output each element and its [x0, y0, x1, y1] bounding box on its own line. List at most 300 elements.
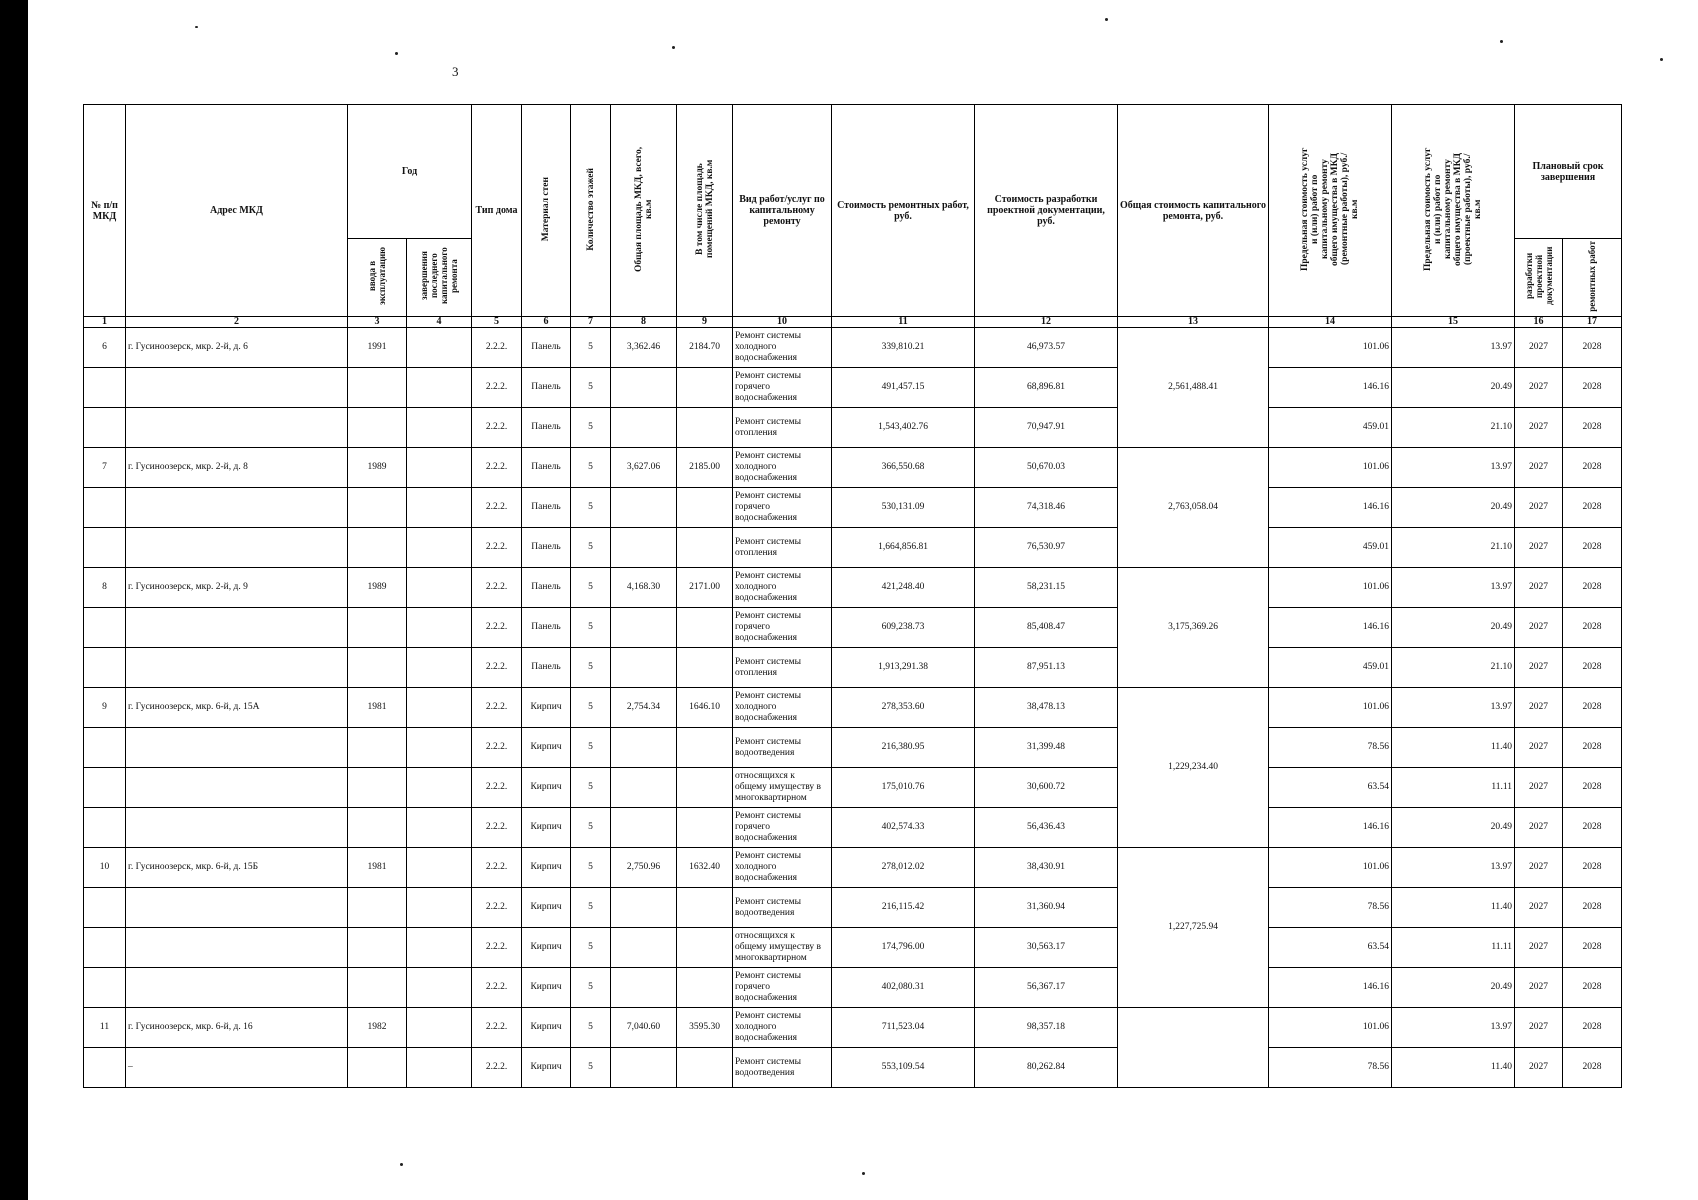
cell-work-type: Ремонт системы горячего водоснабжения [733, 368, 832, 408]
cell-work-type: Ремонт системы горячего водоснабжения [733, 488, 832, 528]
cell-total-area: 3,362.46 [611, 328, 677, 368]
cell-house-type: 2.2.2. [472, 368, 522, 408]
cell-deadline-design: 2027 [1515, 408, 1563, 448]
cell-deadline-design: 2027 [1515, 368, 1563, 408]
cell-floors: 5 [571, 768, 611, 808]
cell-address [126, 808, 348, 848]
column-number: 10 [733, 317, 832, 328]
cell-num [84, 808, 126, 848]
cell-material: Панель [522, 368, 571, 408]
scan-speck [672, 46, 675, 49]
cell-address [126, 728, 348, 768]
cell-deadline-design: 2027 [1515, 968, 1563, 1008]
cell-deadline-repair: 2028 [1563, 808, 1622, 848]
column-number: 9 [677, 317, 733, 328]
cell-total-cost: 1,227,725.94 [1118, 848, 1269, 1008]
cell-house-type: 2.2.2. [472, 568, 522, 608]
cell-material: Кирпич [522, 688, 571, 728]
cell-total-area [611, 728, 677, 768]
scan-border [0, 0, 28, 1200]
column-number: 13 [1118, 317, 1269, 328]
cell-premises-area: 1632.40 [677, 848, 733, 888]
cell-design-cost: 56,367.17 [975, 968, 1118, 1008]
cell-design-cost: 31,399.48 [975, 728, 1118, 768]
table-body [84, 328, 1622, 1088]
cell-design-cost: 31,360.94 [975, 888, 1118, 928]
cell-deadline-design: 2027 [1515, 328, 1563, 368]
cell-limit-design: 21.10 [1392, 648, 1515, 688]
cell-material: Панель [522, 408, 571, 448]
col-premises-area-label: В том числе площадь помещений МКД, кв.м [694, 159, 715, 259]
cell-premises-area [677, 528, 733, 568]
col-repair-cost-header: Стоимость ремонтных работ, руб. [832, 105, 975, 317]
cell-total-area: 3,627.06 [611, 448, 677, 488]
cell-premises-area [677, 648, 733, 688]
cell-deadline-design: 2027 [1515, 448, 1563, 488]
cell-deadline-repair: 2028 [1563, 568, 1622, 608]
cell-address [126, 928, 348, 968]
cell-design-cost: 38,478.13 [975, 688, 1118, 728]
cell-limit-repair: 101.06 [1269, 1008, 1392, 1048]
cell-address [126, 768, 348, 808]
cell-num: 6 [84, 328, 126, 368]
cell-deadline-repair: 2028 [1563, 368, 1622, 408]
cell-repair-cost: 175,010.76 [832, 768, 975, 808]
cell-floors: 5 [571, 528, 611, 568]
cell-work-type: Ремонт системы отопления [733, 648, 832, 688]
cell-num [84, 488, 126, 528]
cell-premises-area [677, 968, 733, 1008]
col-total-area-header [611, 105, 677, 317]
cell-num [84, 368, 126, 408]
cell-year-repair [407, 408, 472, 448]
cell-house-type: 2.2.2. [472, 328, 522, 368]
table-row [84, 768, 1622, 808]
col-floors-label: Количество этажей [585, 167, 596, 251]
cell-repair-cost: 216,380.95 [832, 728, 975, 768]
scan-speck [400, 1163, 403, 1166]
cell-address [126, 528, 348, 568]
cell-num [84, 1048, 126, 1088]
cell-limit-repair: 78.56 [1269, 1048, 1392, 1088]
cell-num [84, 928, 126, 968]
cell-work-type: Ремонт системы горячего водоснабжения [733, 808, 832, 848]
cell-material: Панель [522, 448, 571, 488]
cell-limit-repair: 146.16 [1269, 608, 1392, 648]
cell-deadline-design: 2027 [1515, 488, 1563, 528]
cell-year-repair [407, 768, 472, 808]
column-number: 7 [571, 317, 611, 328]
table-row [84, 688, 1622, 728]
cell-year-commission [348, 648, 407, 688]
col-year-repair-label: завершения последнего капитального ремонта [419, 247, 459, 305]
cell-material: Кирпич [522, 768, 571, 808]
cell-repair-cost: 421,248.40 [832, 568, 975, 608]
cell-total-cost: 2,763,058.04 [1118, 448, 1269, 568]
cell-deadline-repair: 2028 [1563, 728, 1622, 768]
cell-total-area: 4,168.30 [611, 568, 677, 608]
page-mark: 3 [452, 64, 459, 79]
cell-work-type: относящихся к общему имуществу в многоквартирном [733, 928, 832, 968]
table-row [84, 1008, 1622, 1048]
scan-speck [1500, 40, 1503, 43]
cell-repair-cost: 553,109.54 [832, 1048, 975, 1088]
cell-repair-cost: 711,523.04 [832, 1008, 975, 1048]
cell-house-type: 2.2.2. [472, 608, 522, 648]
cell-floors: 5 [571, 688, 611, 728]
cell-design-cost: 98,357.18 [975, 1008, 1118, 1048]
cell-num [84, 608, 126, 648]
cell-address [126, 368, 348, 408]
col-num-header: № п/п МКД [84, 105, 126, 317]
capital-repair-table [83, 104, 1622, 1088]
cell-limit-design: 13.97 [1392, 688, 1515, 728]
cell-year-repair [407, 648, 472, 688]
table-row [84, 888, 1622, 928]
cell-year-commission [348, 528, 407, 568]
cell-work-type: Ремонт системы горячего водоснабжения [733, 608, 832, 648]
cell-house-type: 2.2.2. [472, 768, 522, 808]
cell-address: г. Гусиноозерск, мкр. 6-й, д. 15Б [126, 848, 348, 888]
col-deadline-repair-label: ремонтных работ [1587, 240, 1598, 312]
cell-repair-cost: 174,796.00 [832, 928, 975, 968]
cell-num [84, 968, 126, 1008]
col-design-cost-header: Стоимость разработки проектной документации, руб. [975, 105, 1118, 317]
cell-num: 8 [84, 568, 126, 608]
cell-num: 10 [84, 848, 126, 888]
cell-floors: 5 [571, 728, 611, 768]
cell-house-type: 2.2.2. [472, 688, 522, 728]
cell-year-repair [407, 968, 472, 1008]
cell-total-cost: 3,175,369.26 [1118, 568, 1269, 688]
cell-deadline-design: 2027 [1515, 648, 1563, 688]
cell-limit-repair: 146.16 [1269, 808, 1392, 848]
cell-address: г. Гусиноозерск, мкр. 6-й, д. 16 [126, 1008, 348, 1048]
cell-total-area [611, 928, 677, 968]
cell-limit-design: 21.10 [1392, 528, 1515, 568]
cell-design-cost: 70,947.91 [975, 408, 1118, 448]
cell-work-type: Ремонт системы горячего водоснабжения [733, 968, 832, 1008]
cell-design-cost: 80,262.84 [975, 1048, 1118, 1088]
col-deadline-repair-header [1563, 239, 1622, 317]
cell-year-repair [407, 888, 472, 928]
cell-total-area [611, 1048, 677, 1088]
column-number: 6 [522, 317, 571, 328]
col-work-type-header: Вид работ/услуг по капитальному ремонту [733, 105, 832, 317]
cell-limit-repair: 78.56 [1269, 728, 1392, 768]
cell-design-cost: 50,670.03 [975, 448, 1118, 488]
cell-limit-design: 20.49 [1392, 968, 1515, 1008]
cell-repair-cost: 530,131.09 [832, 488, 975, 528]
cell-work-type: Ремонт системы холодного водоснабжения [733, 688, 832, 728]
cell-year-repair [407, 848, 472, 888]
cell-material: Кирпич [522, 1008, 571, 1048]
cell-design-cost: 87,951.13 [975, 648, 1118, 688]
col-limit-design-header [1392, 105, 1515, 317]
cell-premises-area: 2184.70 [677, 328, 733, 368]
cell-deadline-repair: 2028 [1563, 848, 1622, 888]
cell-num: 9 [84, 688, 126, 728]
cell-design-cost: 58,231.15 [975, 568, 1118, 608]
col-address-header: Адрес МКД [126, 105, 348, 317]
cell-total-area [611, 808, 677, 848]
table-row [84, 608, 1622, 648]
cell-floors: 5 [571, 328, 611, 368]
cell-premises-area [677, 768, 733, 808]
cell-limit-design: 11.11 [1392, 768, 1515, 808]
cell-total-cost [1118, 1008, 1269, 1088]
table-row [84, 1048, 1622, 1088]
cell-house-type: 2.2.2. [472, 848, 522, 888]
cell-house-type: 2.2.2. [472, 968, 522, 1008]
cell-address [126, 888, 348, 928]
column-number: 4 [407, 317, 472, 328]
cell-limit-repair: 459.01 [1269, 528, 1392, 568]
cell-year-commission: 1981 [348, 688, 407, 728]
cell-floors: 5 [571, 648, 611, 688]
cell-deadline-design: 2027 [1515, 888, 1563, 928]
cell-repair-cost: 402,080.31 [832, 968, 975, 1008]
col-deadline-design-header [1515, 239, 1563, 317]
cell-premises-area: 2185.00 [677, 448, 733, 488]
header-row [84, 105, 1622, 239]
table-row [84, 648, 1622, 688]
cell-premises-area [677, 1048, 733, 1088]
col-total-cost-header: Общая стоимость капитального ремонта, руб. [1118, 105, 1269, 317]
cell-repair-cost: 278,012.02 [832, 848, 975, 888]
col-limit-repair-header [1269, 105, 1392, 317]
cell-total-area [611, 968, 677, 1008]
cell-premises-area [677, 928, 733, 968]
scan-speck [395, 52, 398, 55]
cell-limit-repair: 146.16 [1269, 968, 1392, 1008]
col-material-header [522, 105, 571, 317]
cell-premises-area [677, 608, 733, 648]
cell-premises-area: 1646.10 [677, 688, 733, 728]
cell-num [84, 728, 126, 768]
cell-deadline-repair: 2028 [1563, 1008, 1622, 1048]
column-number: 11 [832, 317, 975, 328]
column-number-row [84, 317, 1622, 328]
column-number: 5 [472, 317, 522, 328]
cell-limit-repair: 63.54 [1269, 768, 1392, 808]
table-row [84, 528, 1622, 568]
cell-repair-cost: 278,353.60 [832, 688, 975, 728]
cell-year-commission [348, 888, 407, 928]
cell-deadline-repair: 2028 [1563, 408, 1622, 448]
cell-num [84, 528, 126, 568]
cell-deadline-design: 2027 [1515, 808, 1563, 848]
cell-house-type: 2.2.2. [472, 888, 522, 928]
cell-deadline-repair: 2028 [1563, 968, 1622, 1008]
cell-total-area [611, 408, 677, 448]
cell-work-type: Ремонт системы отопления [733, 528, 832, 568]
cell-address: г. Гусиноозерск, мкр. 2-й, д. 6 [126, 328, 348, 368]
column-number: 1 [84, 317, 126, 328]
cell-deadline-design: 2027 [1515, 608, 1563, 648]
cell-repair-cost: 216,115.42 [832, 888, 975, 928]
cell-limit-repair: 63.54 [1269, 928, 1392, 968]
scan-speck [1105, 18, 1108, 21]
col-limit-repair-label: Предельная стоимость услуг и (или) работ по капитальному ремонту общего имущества в МКД (ремонтные работы), руб./кв.м [1300, 147, 1361, 271]
col-floors-header [571, 105, 611, 317]
cell-limit-design: 20.49 [1392, 808, 1515, 848]
cell-floors: 5 [571, 1008, 611, 1048]
cell-total-area [611, 648, 677, 688]
cell-year-commission [348, 968, 407, 1008]
cell-repair-cost: 1,664,856.81 [832, 528, 975, 568]
cell-year-repair [407, 728, 472, 768]
cell-material: Кирпич [522, 1048, 571, 1088]
cell-floors: 5 [571, 488, 611, 528]
cell-deadline-repair: 2028 [1563, 888, 1622, 928]
cell-repair-cost: 1,543,402.76 [832, 408, 975, 448]
cell-total-area [611, 488, 677, 528]
cell-year-repair [407, 1048, 472, 1088]
cell-work-type: Ремонт системы водоотведения [733, 1048, 832, 1088]
cell-limit-design: 13.97 [1392, 848, 1515, 888]
cell-material: Кирпич [522, 888, 571, 928]
cell-deadline-design: 2027 [1515, 688, 1563, 728]
cell-year-commission: 1989 [348, 568, 407, 608]
cell-year-commission [348, 608, 407, 648]
cell-year-repair [407, 448, 472, 488]
cell-total-area: 7,040.60 [611, 1008, 677, 1048]
cell-year-commission [348, 1048, 407, 1088]
cell-year-repair [407, 528, 472, 568]
cell-num [84, 888, 126, 928]
cell-deadline-repair: 2028 [1563, 488, 1622, 528]
cell-deadline-repair: 2028 [1563, 528, 1622, 568]
table-row [84, 448, 1622, 488]
cell-work-type: Ремонт системы холодного водоснабжения [733, 848, 832, 888]
cell-deadline-repair: 2028 [1563, 648, 1622, 688]
cell-total-area [611, 608, 677, 648]
cell-year-repair [407, 328, 472, 368]
cell-material: Панель [522, 608, 571, 648]
cell-design-cost: 30,563.17 [975, 928, 1118, 968]
col-year-commission-header [348, 239, 407, 317]
cell-floors: 5 [571, 928, 611, 968]
cell-deadline-design: 2027 [1515, 728, 1563, 768]
cell-year-commission [348, 488, 407, 528]
cell-limit-design: 13.97 [1392, 328, 1515, 368]
cell-year-commission: 1982 [348, 1008, 407, 1048]
cell-year-repair [407, 608, 472, 648]
cell-limit-repair: 101.06 [1269, 328, 1392, 368]
cell-limit-design: 11.40 [1392, 728, 1515, 768]
col-house-type-header: Тип дома [472, 105, 522, 317]
col-year-header: Год [348, 105, 472, 239]
cell-repair-cost: 339,810.21 [832, 328, 975, 368]
cell-year-commission [348, 408, 407, 448]
column-number: 16 [1515, 317, 1563, 328]
cell-limit-design: 13.97 [1392, 1008, 1515, 1048]
cell-deadline-repair: 2028 [1563, 928, 1622, 968]
cell-repair-cost: 1,913,291.38 [832, 648, 975, 688]
cell-premises-area: 3595.30 [677, 1008, 733, 1048]
scan-speck [862, 1172, 865, 1175]
cell-material: Кирпич [522, 968, 571, 1008]
cell-year-commission: 1981 [348, 848, 407, 888]
cell-design-cost: 46,973.57 [975, 328, 1118, 368]
cell-total-area [611, 528, 677, 568]
cell-premises-area [677, 728, 733, 768]
cell-address [126, 408, 348, 448]
cell-num: 7 [84, 448, 126, 488]
cell-work-type: Ремонт системы холодного водоснабжения [733, 328, 832, 368]
cell-house-type: 2.2.2. [472, 408, 522, 448]
cell-year-repair [407, 368, 472, 408]
column-number: 2 [126, 317, 348, 328]
cell-premises-area [677, 888, 733, 928]
cell-limit-design: 13.97 [1392, 448, 1515, 488]
cell-total-area [611, 768, 677, 808]
cell-address: г. Гусиноозерск, мкр. 2-й, д. 8 [126, 448, 348, 488]
table-row [84, 928, 1622, 968]
table-row [84, 728, 1622, 768]
cell-house-type: 2.2.2. [472, 728, 522, 768]
table-row [84, 408, 1622, 448]
cell-floors: 5 [571, 408, 611, 448]
cell-year-commission [348, 728, 407, 768]
cell-deadline-repair: 2028 [1563, 448, 1622, 488]
cell-limit-design: 11.40 [1392, 1048, 1515, 1088]
cell-deadline-repair: 2028 [1563, 768, 1622, 808]
column-number: 14 [1269, 317, 1392, 328]
cell-limit-design: 20.49 [1392, 488, 1515, 528]
col-premises-area-header [677, 105, 733, 317]
cell-address [126, 608, 348, 648]
cell-repair-cost: 609,238.73 [832, 608, 975, 648]
cell-design-cost: 76,530.97 [975, 528, 1118, 568]
cell-year-repair [407, 488, 472, 528]
cell-limit-repair: 78.56 [1269, 888, 1392, 928]
cell-total-area [611, 888, 677, 928]
cell-house-type: 2.2.2. [472, 528, 522, 568]
cell-year-commission [348, 808, 407, 848]
cell-design-cost: 74,318.46 [975, 488, 1118, 528]
scan-speck [195, 26, 198, 28]
col-material-label: Материал стен [541, 176, 552, 242]
cell-deadline-repair: 2028 [1563, 688, 1622, 728]
cell-material: Кирпич [522, 808, 571, 848]
cell-work-type: Ремонт системы водоотведения [733, 888, 832, 928]
col-deadline-design-label: разработки проектной документации [1523, 246, 1554, 306]
cell-material: Панель [522, 528, 571, 568]
cell-work-type: Ремонт системы холодного водоснабжения [733, 1008, 832, 1048]
cell-address: г. Гусиноозерск, мкр. 2-й, д. 9 [126, 568, 348, 608]
cell-design-cost: 68,896.81 [975, 368, 1118, 408]
cell-floors: 5 [571, 968, 611, 1008]
col-total-area-label: Общая площадь МКД, всего, кв.м [633, 146, 654, 272]
cell-limit-repair: 146.16 [1269, 488, 1392, 528]
cell-address: г. Гусиноозерск, мкр. 6-й, д. 15А [126, 688, 348, 728]
cell-total-cost: 2,561,488.41 [1118, 328, 1269, 448]
cell-limit-repair: 101.06 [1269, 448, 1392, 488]
cell-total-area: 2,750.96 [611, 848, 677, 888]
cell-limit-design: 11.40 [1392, 888, 1515, 928]
cell-limit-repair: 459.01 [1269, 648, 1392, 688]
cell-material: Панель [522, 568, 571, 608]
cell-work-type: Ремонт системы водоотведения [733, 728, 832, 768]
table-row [84, 488, 1622, 528]
col-year-repair-header [407, 239, 472, 317]
cell-design-cost: 30,600.72 [975, 768, 1118, 808]
cell-address [126, 488, 348, 528]
cell-material: Панель [522, 328, 571, 368]
cell-year-repair [407, 688, 472, 728]
